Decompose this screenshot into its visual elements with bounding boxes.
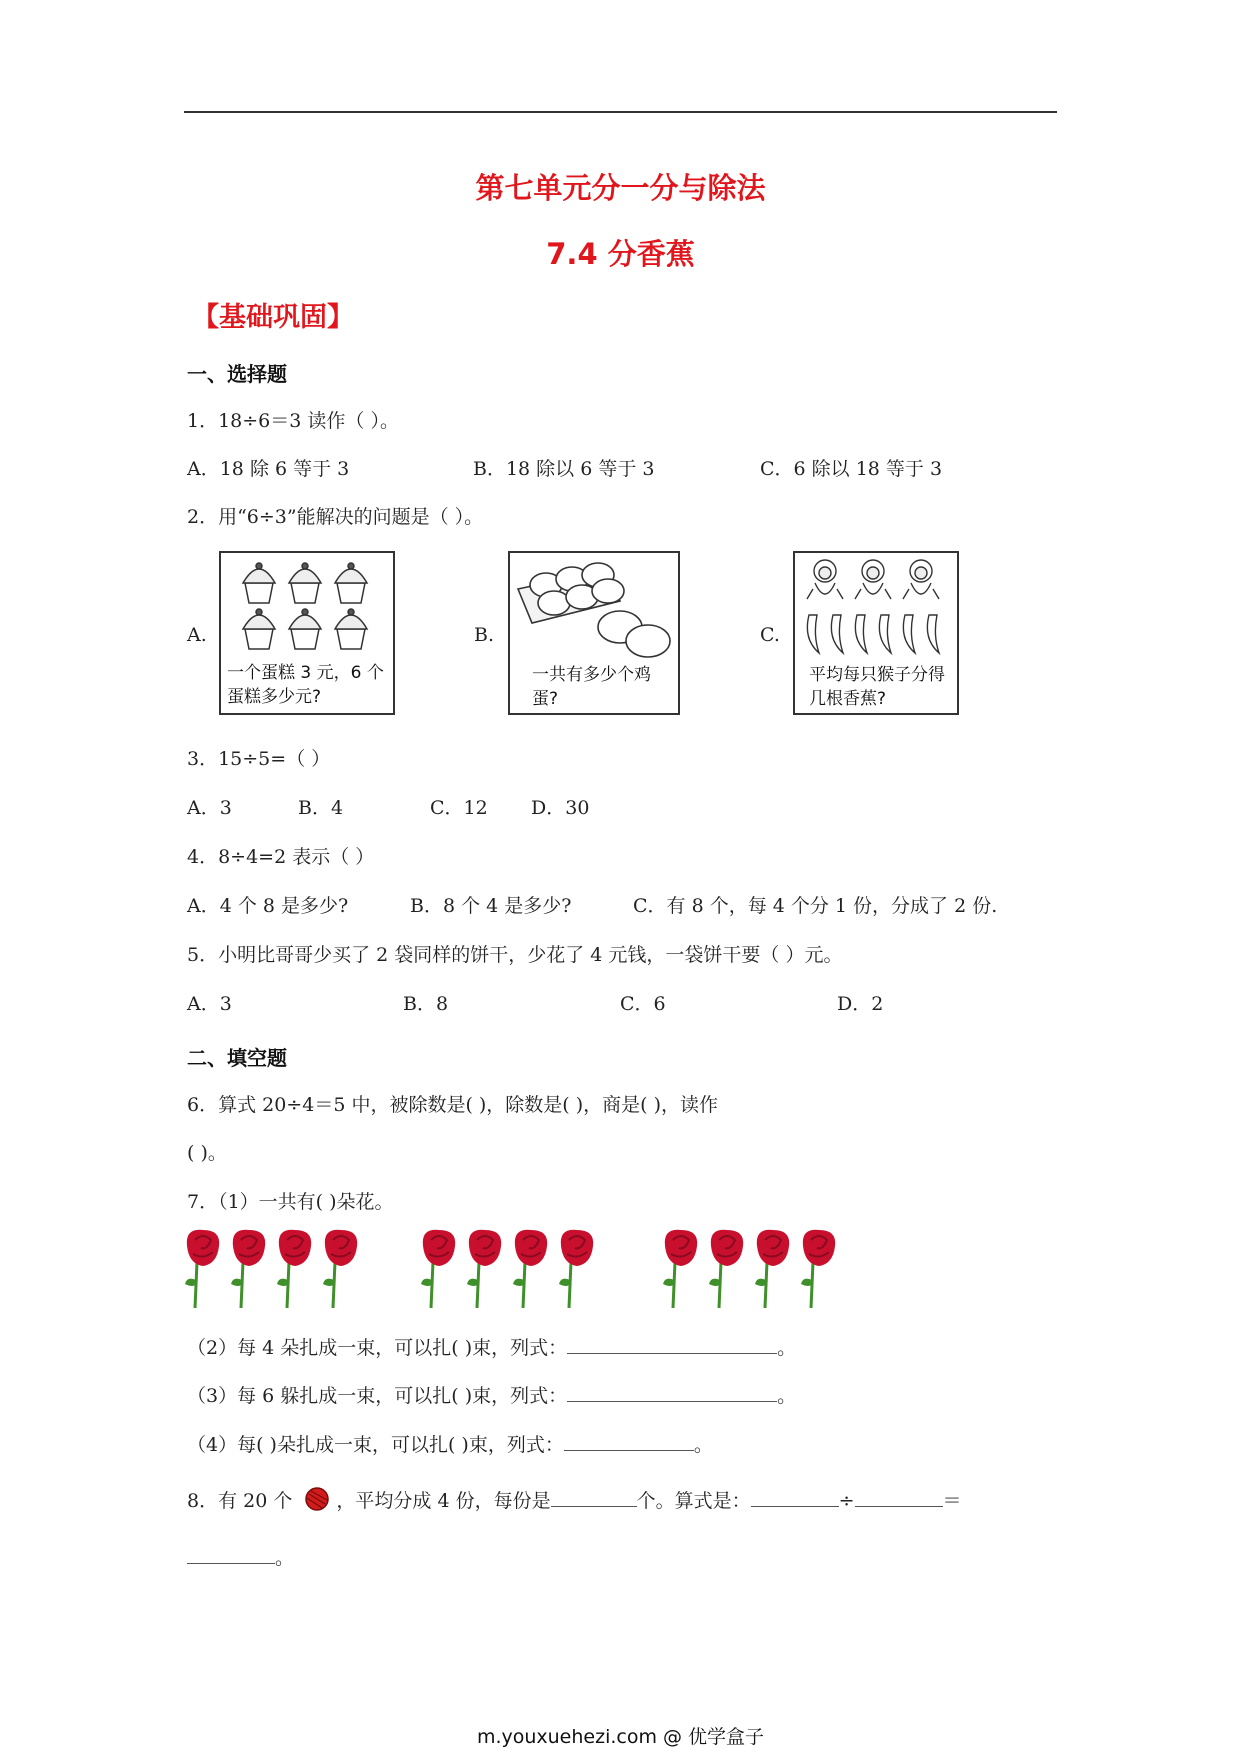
section-tag: 【基础巩固】 <box>192 302 354 333</box>
q8-text-3: 个。算式是： <box>636 1490 751 1512</box>
q8-dividend-blank[interactable] <box>751 1488 839 1507</box>
q2-option-a-card <box>219 551 395 715</box>
q7-sub2-text: （2）每 4 朵扎成一束，可以扎( )束，列式： <box>187 1337 568 1359</box>
q7-sub4 <box>187 1430 713 1457</box>
q2-option-c-card <box>793 551 959 715</box>
q1-option-a: A．18 除 6 等于 3 <box>187 458 350 480</box>
monkeys-bananas-icon <box>795 553 957 663</box>
q3-option-b: B．4 <box>298 797 344 819</box>
q8-text-1: 8．有 20 个 <box>187 1490 293 1512</box>
q8-line1 <box>187 1486 962 1513</box>
lesson-title: 7.4 分香蕉 <box>546 237 695 271</box>
q3-option-c: C．12 <box>430 797 488 819</box>
q8-eq-sign: ＝ <box>942 1490 962 1512</box>
q7-sub4-answer-blank[interactable] <box>564 1432 694 1451</box>
q7-sub2-answer-blank[interactable] <box>567 1335 777 1354</box>
q8-end: 。 <box>275 1547 295 1569</box>
q7-sub3 <box>187 1381 796 1408</box>
q2-stem: 2．用“6÷3”能解决的问题是（ ）。 <box>187 506 484 528</box>
q7-sub4-end: 。 <box>693 1434 713 1456</box>
q3-stem: 3．15÷5=（ ） <box>187 748 331 770</box>
footer-watermark: m.youxuehezi.com @ 优学盒子 <box>476 1726 765 1748</box>
q5-option-a: A．3 <box>187 993 232 1015</box>
q6-line2: ( )。 <box>187 1142 227 1164</box>
q3-option-a: A．3 <box>187 797 232 819</box>
q7-sub2 <box>187 1333 796 1360</box>
q8-text-2: ，平均分成 4 份，每份是 <box>336 1490 551 1512</box>
q7-sub3-answer-blank[interactable] <box>567 1383 777 1402</box>
q2-option-b-label: B. <box>474 624 495 646</box>
q4-stem: 4．8÷4=2 表示（ ） <box>187 846 375 868</box>
q5-stem: 5．小明比哥哥少买了 2 袋同样的饼干，少花了 4 元钱，一袋饼干要（ ）元。 <box>187 944 843 966</box>
q6-line1: 6．算式 20÷4＝5 中，被除数是( )，除数是( )，商是( )，读作 <box>187 1094 719 1116</box>
cupcakes-icon <box>221 553 393 653</box>
q8-div-sign: ÷ <box>838 1490 855 1512</box>
q2-option-a-label: A. <box>187 624 207 646</box>
q4-option-a: A．4 个 8 是多少? <box>187 895 349 917</box>
q8-line2 <box>187 1543 294 1570</box>
unit-title: 第七单元分一分与除法 <box>475 171 766 205</box>
q8-each-blank[interactable] <box>551 1488 637 1507</box>
q5-option-b: B．8 <box>403 993 449 1015</box>
q2-option-c-caption: 平均每只猴子分得几根香蕉? <box>809 665 945 709</box>
q5-option-c: C．6 <box>620 993 666 1015</box>
q3-option-d: D．30 <box>531 797 590 819</box>
q7-stem: 7．（1）一共有( )朵花。 <box>187 1191 394 1213</box>
q8-divisor-blank[interactable] <box>855 1488 943 1507</box>
q5-option-d: D．2 <box>837 993 884 1015</box>
q8-quotient-blank[interactable] <box>187 1545 275 1564</box>
q7-sub2-end: 。 <box>777 1337 797 1359</box>
q1-option-c: C．6 除以 18 等于 3 <box>760 458 943 480</box>
q2-option-b-caption: 一共有多少个鸡蛋? <box>532 665 651 709</box>
q1-stem: 1．18÷6＝3 读作（ ）。 <box>187 410 399 432</box>
eggs-icon <box>510 553 678 663</box>
part2-heading: 二、填空题 <box>187 1046 287 1070</box>
q2-option-c-label: C. <box>760 624 780 646</box>
q2-option-a-caption: 一个蛋糕 3 元，6 个蛋糕多少元? <box>227 663 384 707</box>
q7-sub4-text: （4）每( )朵扎成一束，可以扎( )束，列式： <box>187 1434 564 1456</box>
q2-option-b-card <box>508 551 680 715</box>
roses-illustration <box>185 1228 865 1308</box>
q4-option-b: B．8 个 4 是多少? <box>410 895 572 917</box>
q7-sub3-text: （3）每 6 躲扎成一束，可以扎( )束，列式： <box>187 1385 568 1407</box>
q7-sub3-end: 。 <box>777 1385 797 1407</box>
part1-heading: 一、选择题 <box>187 362 287 386</box>
header-rule <box>184 111 1057 113</box>
q1-option-b: B．18 除以 6 等于 3 <box>473 458 655 480</box>
q4-option-c: C．有 8 个，每 4 个分 1 份，分成了 2 份. <box>633 895 998 917</box>
ball-icon <box>302 1486 332 1512</box>
